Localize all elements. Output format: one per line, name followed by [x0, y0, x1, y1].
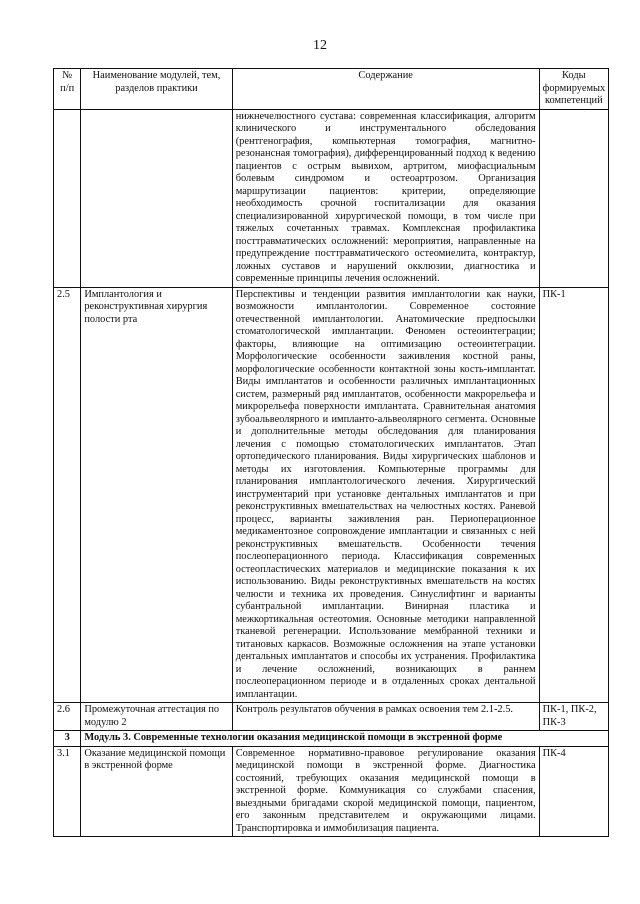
header-num: № п/п: [54, 69, 81, 110]
table-row: [54, 287, 609, 703]
row-content: Перспективы и тенденции развития имплантологии как науки, возможности имплантологии. Современное состояние отечественной имплантологии. Анатомические предпосылки стоматологической имплантации. Феномен остеоинтеграции; факторы, влияющие на оптимизацию остеоинтеграции. Морфологические особенности заживления костной раны, морфологические особенности контактной зоны кость-имплантат. Виды имплантатов и особенности различных имплантационных систем, размерный ряд имплантатов, особенности макрорельефа и микрорельефа поверхности имплантата. Сравнительная анатомия зубоальвеолярного и имплантo-альвеолярного сегмента. Основные и дополнительные методы обследования для планирования лечения с помощью стоматологических имплантатов. Этап ортопедического планирования. Виды хирургических шаблонов и методы их изготовления. Компьютерные программы для планирования имплантологического лечения. Хирургический инструментарий при установке дентальных имплантатов и при реконструктивных вмешательствах на челюстных костях. Раневой процесс, варианты заживления ран. Периоперационное медикаментозное сопровождение имплантации и связанных с ней реконструктивных вмешательств. Особенности течения послеоперационного периода. Классификация современных остеопластических материалов и медицинские показания к их использованию. Виды реконструктивных вмешательств на костях челюсти и техника их проведения. Синуслифтинг и варианты субантральной имплантации. Винирная пластика и межкортикальная остеотомия. Основные методики направленной тканевой регенерации. Использование мембранной техники и титановых каркасов. Возможные осложнения на этапе установки дентальных имплантатов и способы их устранения. Профилактика и лечение осложнений, возникающих в раннем послеоперационном периоде и в отдаленных сроках дентальной имплантации.: [232, 287, 539, 703]
module-title: Модуль 3. Современные технологии оказания медицинской помощи в экстренной форме: [81, 731, 609, 747]
row-num: [54, 109, 81, 287]
page-number: 12: [313, 38, 327, 53]
header-content: Содержание: [232, 69, 539, 110]
row-name: Имплантология и реконструктивная хирургия полости рта: [81, 287, 232, 703]
row-codes: ПК-1, ПК-2, ПК-3: [539, 703, 608, 731]
row-num: 2.5: [54, 287, 81, 703]
table-row: [54, 703, 609, 731]
table-header-row: [54, 69, 609, 110]
row-codes: ПК-4: [539, 746, 608, 837]
row-content: нижнечелюстного сустава: современная классификация, алгоритм клинического и инструментального обследования (рентгенография, компьютерная томография, магнитно-резонансная томография), дифференцированный подход к ведению пациентов с острым вывихом, артритом, миофасциальным болевым синдромом и остеоартрозом. Организация маршрутизации пациентов: критерии, определяющие необходимость срочной госпитализации для оказания специализированной хирургической помощи, в том числе при тяжелых сочетанных травмах. Комплексная профилактика посттравматических осложнений: мероприятия, направленные на предупреждение посттравматического остеомиелита, контрактур, ложных суставов и нарушений окклюзии, диагностика и современные принципы лечения осложнений.: [232, 109, 539, 287]
row-name: Промежуточная аттестация по модулю 2: [81, 703, 232, 731]
header-name: Наименование модулей, тем, разделов практики: [81, 69, 232, 110]
row-num: 3.1: [54, 746, 81, 837]
module-num: 3: [54, 731, 81, 747]
row-num: 2.6: [54, 703, 81, 731]
row-content: Современное нормативно-правовое регулирование оказания медицинской помощи в экстренной форме. Диагностика состояний, требующих оказания медицинской помощи в экстренной форме. Коммуникация со службами спасения, выездными бригадами скорой медицинской помощи, пациентом, его законным представителем и окружающими лицами. Транспортировка и иммобилизация пациента.: [232, 746, 539, 837]
curriculum-table: [53, 68, 609, 837]
row-codes: ПК-1: [539, 287, 608, 703]
header-codes: Коды формируемых компетенций: [539, 69, 608, 110]
module-row: [54, 731, 609, 747]
table-row: [54, 746, 609, 837]
row-name: Оказание медицинской помощи в экстренной форме: [81, 746, 232, 837]
table-row: [54, 109, 609, 287]
row-name: [81, 109, 232, 287]
row-content: Контроль результатов обучения в рамках освоения тем 2.1-2.5.: [232, 703, 539, 731]
row-codes: [539, 109, 608, 287]
